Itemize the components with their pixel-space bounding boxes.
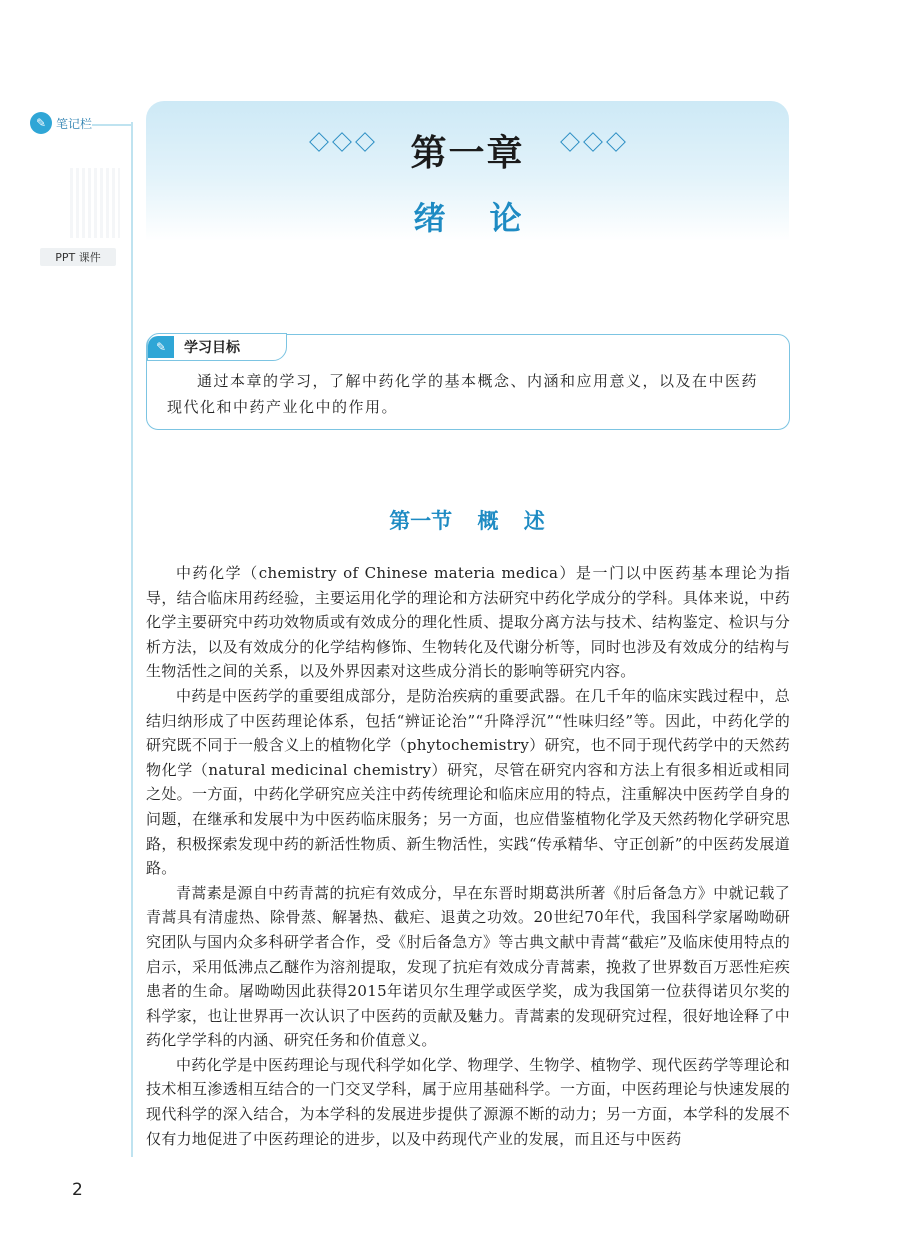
chapter-number: 第一章 (410, 132, 525, 174)
chapter-title: 绪论 (413, 199, 566, 237)
page-number: 2 (72, 1180, 83, 1200)
notes-margin-line (131, 122, 133, 1157)
chapter-banner (146, 101, 789, 241)
pen-icon: ✎ (148, 336, 174, 358)
notes-badge (30, 112, 92, 134)
learning-objective-label: 学习目标 (184, 340, 240, 356)
notes-margin-top-line (92, 124, 132, 126)
section-title: 第一节 概 述 (389, 509, 545, 533)
paragraph: 中药化学是中医药理论与现代科学如化学、物理学、生物学、植物学、现代医药学等理论和技术相互渗透相互结合的一门交叉学科，属于应用基础科学。一方面，中医药理论与快速发展的现代科学的深入结合，为本学科的发展进步提供了源源不断的动力；另一方面，本学科的发展不仅有力地促进了中医药理论的进步，以及中药现代产业的发展，而且还与中医药 (146, 1055, 790, 1148)
learning-objective-box (146, 334, 790, 430)
body-text (146, 561, 790, 1151)
right-diamond-ornament (559, 135, 627, 149)
paragraph: 青蒿素是源自中药青蒿的抗疟有效成分，早在东晋时期葛洪所著《肘后备急方》中就记载了青蒿具有清虚热、除骨蒸、解暑热、截疟、退黄之功效。20世纪70年代，我国科学家屠呦呦研究团队与国内众多科研学者合作，受《肘后备急方》等古典文献中青蒿“截疟”及临床使用特点的启示，采用低沸点乙醚作为溶剂提取，发现了抗疟有效成分青蒿素，挽救了世界数百万恶性疟疾患者的生命。屠呦呦因此获得2015年诺贝尔生理学或医学奖，成为我国第一位获得诺贝尔奖的科学家，也让世界再一次认识了中医药的贡献及魅力。青蒿素的发现研究过程，很好地诠释了中药化学学科的内涵、研究任务和价值意义。 (146, 883, 790, 1050)
qr-code-image (70, 168, 120, 238)
paragraph: 中药化学（chemistry of Chinese materia medica）是一门以中医药基本理论为指导，结合临床用药经验，主要运用化学的理论和方法研究中药化学成分的学科。具体来说，中药化学主要研究中药功效物质或有效成分的理化性质、提取分离方法与技术、结构鉴定、检识与分析方法，以及有效成分的化学结构修饰、生物转化及代谢分析等，同时也涉及有效成分的结构与生物活性之间的关系，以及外界因素对这些成分消长的影响等研究内容。 (146, 564, 790, 681)
paragraph: 中药是中医药学的重要组成部分，是防治疾病的重要武器。在几千年的临床实践过程中，总结归纳形成了中医药理论体系，包括“辨证论治”“升降浮沉”“性味归经”等。因此，中药化学的研究既不同于一般含义上的植物化学（phytochemistry）研究，也不同于现代药学中的天然药物化学（natural medicinal chemistry）研究，尽管在研究内容和方法上有很多相近或相同之处。一方面，中药化学研究应关注中药传统理论和临床应用的特点，注重解决中医药学自身的问题，在继承和发展中为中医药临床服务；另一方面，也应借鉴植物化学及天然药物化学研究思路，积极探索发现中药的新活性物质、新生物活性，实践“传承精华、守正创新”的中医药发展道路。 (146, 686, 790, 878)
learning-objective-text: 通过本章的学习，了解中药化学的基本概念、内涵和应用意义，以及在中医药现代化和中药产业化中的作用。 (167, 372, 759, 416)
learning-objective-tab (147, 333, 287, 361)
notes-label: 笔记栏 (56, 116, 93, 131)
pencil-icon: ✎ (30, 112, 52, 134)
ppt-courseware-label: PPT 课件 (40, 248, 116, 266)
